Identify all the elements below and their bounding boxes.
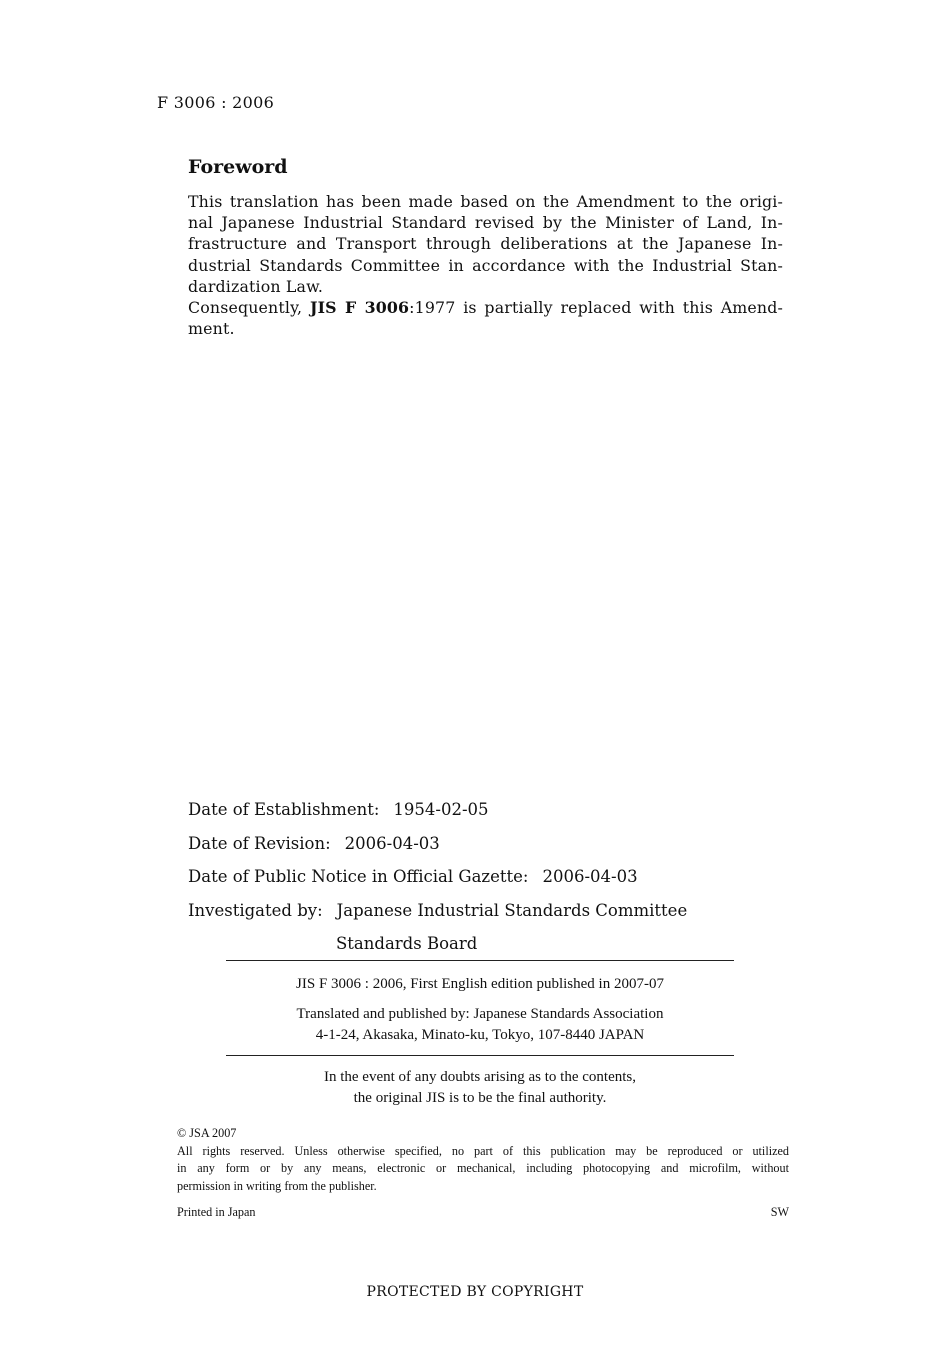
foreword-consequently-line [188,297,783,318]
printed-row [177,1204,789,1222]
authority-line: the original JIS is to be the final authority. [353,1089,607,1106]
establishment-label: Date of Establishment: [188,800,380,819]
investigated-row [188,894,687,928]
edition-line: JIS F 3006 : 2006, First English edition published in 2007-07 [296,976,664,992]
foreword-line: frastructure and Transport through deliberations at the Japanese In- [188,234,783,254]
printed-in: Printed in Japan [177,1205,256,1219]
rights-line: All rights reserved. Unless otherwise specified, no part of this publication may be reproduced or utilized [177,1143,789,1158]
copyright-notice: © JSA 2007 [177,1126,237,1140]
dates-block [188,793,687,961]
foreword-line: This translation has been made based on the Amendment to the origi- [188,192,783,211]
publisher-address: 4-1-24, Akasaka, Minato-ku, Tokyo, 107-8440 JAPAN [315,1026,645,1043]
print-code: SW [770,1205,789,1219]
document-number: F 3006 : 2006 [157,93,275,112]
divider [226,1055,734,1056]
gazette-label: Date of Public Notice in Official Gazette: [188,867,529,887]
authority-block [226,1067,734,1108]
publisher-line: Translated and published by: Japanese Standards Association [296,1006,664,1022]
consequently-prefix: Consequently, [188,298,310,318]
rights-line: in any form or by any means, electronic or mechanical, including photocopying and microfilm, without [177,1161,789,1175]
investigated-row-2 [188,927,687,961]
foreword-line: nal Japanese Industrial Standard revised by the Minister of Land, In- [188,213,783,233]
rights-line: permission in writing from the publisher. [177,1178,377,1193]
revision-value: 2006-04-03 [344,833,440,853]
investigated-label: Investigated by: [188,900,323,920]
revision-row [188,827,687,861]
foreword-body [188,191,783,339]
foreword-line: dustrial Standards Committee in accordance with the Industrial Stan- [188,255,783,275]
divider [226,960,734,961]
foreword-line: ment. [188,319,235,339]
authority-line: In the event of any doubts arising as to the contents, [323,1069,636,1085]
gazette-value: 2006-04-03 [542,867,638,887]
establishment-value: 1954-02-05 [393,800,489,819]
consequently-suffix: is partially replaced with this Amend- [455,298,784,318]
gazette-row [188,860,687,894]
copyright-block [177,1125,789,1195]
establishment-row [188,793,687,827]
investigated-value-2: Standards Board [336,934,478,954]
foreword-heading: Foreword [188,156,288,178]
investigated-value: Japanese Industrial Standards Committee [336,900,688,920]
foreword-line: dardization Law. [188,276,324,296]
replaced-standard: JIS F 3006 [310,298,410,318]
replaced-year: :1977 [409,298,456,318]
publisher-block [226,1004,734,1045]
protected-footer: PROTECTED BY COPYRIGHT [366,1284,584,1300]
revision-label: Date of Revision: [188,833,331,853]
